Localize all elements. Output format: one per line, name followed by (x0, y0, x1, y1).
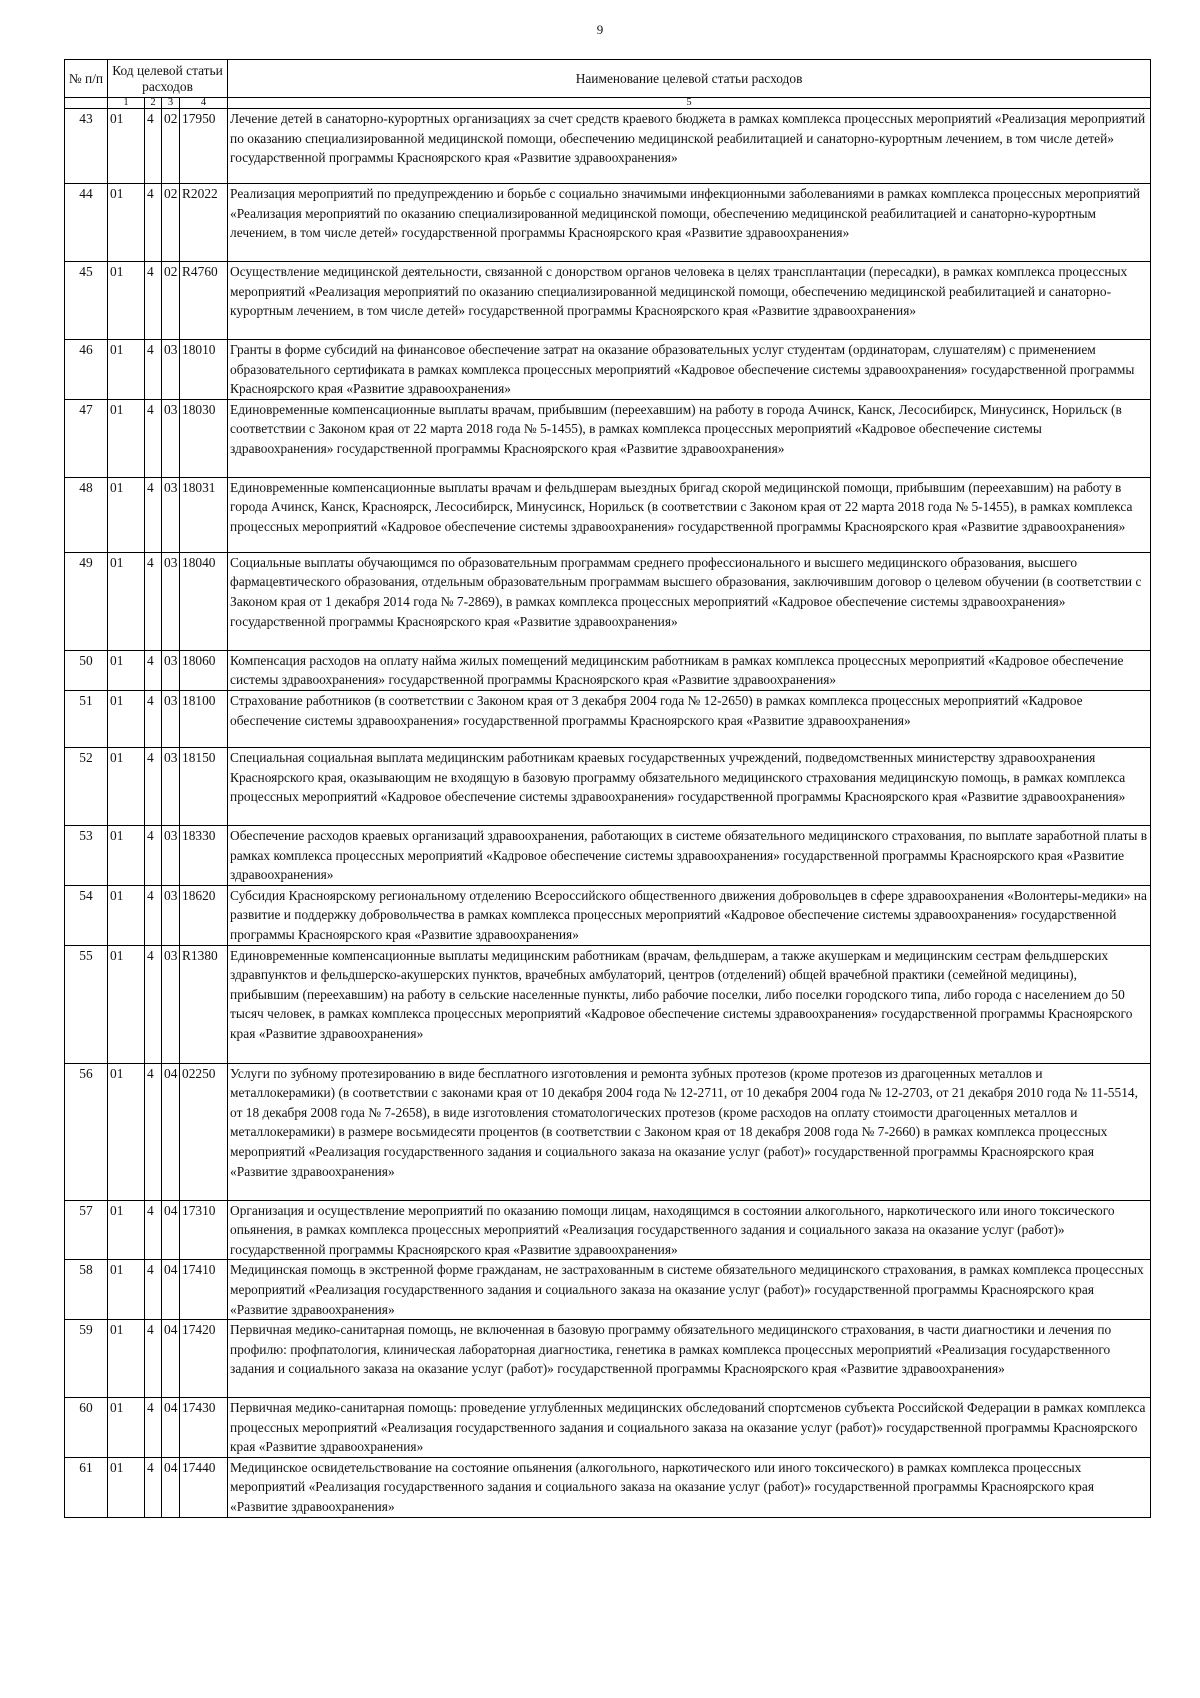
column-index: 3 (162, 98, 180, 109)
code-part-2: 4 (145, 477, 162, 552)
code-part-3: 03 (162, 747, 180, 825)
code-part-3: 03 (162, 650, 180, 690)
code-part-1: 01 (108, 825, 145, 885)
code-part-2: 4 (145, 184, 162, 262)
row-number: 55 (65, 945, 108, 1063)
code-part-4: 18060 (180, 650, 228, 690)
table-row (65, 690, 1151, 747)
code-part-3: 03 (162, 885, 180, 945)
column-index: 1 (108, 98, 145, 109)
code-part-3: 02 (162, 184, 180, 262)
row-number: 61 (65, 1457, 108, 1517)
code-part-2: 4 (145, 1260, 162, 1320)
code-part-4: 17310 (180, 1200, 228, 1260)
code-part-4: 17410 (180, 1260, 228, 1320)
code-part-2: 4 (145, 262, 162, 340)
code-part-1: 01 (108, 1063, 145, 1200)
code-part-4: 17420 (180, 1320, 228, 1398)
code-part-1: 01 (108, 340, 145, 400)
row-number: 50 (65, 650, 108, 690)
code-part-1: 01 (108, 690, 145, 747)
code-part-3: 03 (162, 825, 180, 885)
row-name: Единовременные компенсационные выплаты медицинским работникам (врачам, фельдшерам, а также акушеркам и медицинским сестрам фельдшерских здравпунктов и фельдшерско-акушерских пунктов, врачебных амбулаторий, центров (отделений) общей врачебной практики (семейной медицины), прибывшим (переехавшим) на работу в сельские населенные пункты, либо рабочие поселки, либо поселки городского типа, либо города с населением до 50 тысяч человек, в рамках комплекса процессных мероприятий «Кадровое обеспечение системы здравоохранения» государственной программы Красноярского края «Развитие здравоохранения» (228, 945, 1151, 1063)
header-name: Наименование целевой статьи расходов (228, 60, 1151, 98)
row-number: 46 (65, 340, 108, 400)
table-row (65, 885, 1151, 945)
row-name: Лечение детей в санаторно-курортных организациях за счет средств краевого бюджета в рамках комплекса процессных мероприятий «Реализация мероприятий по оказанию специализированной медицинской помощи, обеспечению медицинской реабилитацией и санаторно-курортным лечением, в том числе детей» государственной программы Красноярского края «Развитие здравоохранения» (228, 109, 1151, 184)
code-part-2: 4 (145, 1200, 162, 1260)
row-name: Обеспечение расходов краевых организаций здравоохранения, работающих в системе обязательного медицинского страхования, по выплате заработной платы в рамках комплекса процессных мероприятий «Кадровое обеспечение системы здравоохранения» государственной программы Красноярского края «Развитие здравоохранения» (228, 825, 1151, 885)
code-part-1: 01 (108, 650, 145, 690)
row-number: 48 (65, 477, 108, 552)
row-name: Первичная медико-санитарная помощь, не включенная в базовую программу обязательного медицинского страхования, в части диагностики и лечения по профилю: профпатология, клиническая лабораторная диагностика, генетика в рамках комплекса процессных мероприятий «Реализация государственного задания и социального заказа на оказание услуг (работ)» государственной программы Красноярского края «Развитие здравоохранения» (228, 1320, 1151, 1398)
column-index-blank (65, 98, 108, 109)
row-number: 57 (65, 1200, 108, 1260)
row-name: Медицинская помощь в экстренной форме гражданам, не застрахованным в системе обязательного медицинского страхования, в рамках комплекса процессных мероприятий «Реализация государственного задания и социального заказа на оказание услуг (работ)» государственной программы Красноярского края «Развитие здравоохранения» (228, 1260, 1151, 1320)
code-part-4: 18100 (180, 690, 228, 747)
table-row (65, 747, 1151, 825)
table-row (65, 1457, 1151, 1517)
code-part-4: 18150 (180, 747, 228, 825)
code-part-2: 4 (145, 340, 162, 400)
code-part-1: 01 (108, 1320, 145, 1398)
code-part-4: 18330 (180, 825, 228, 885)
code-part-4: 17440 (180, 1457, 228, 1517)
code-part-1: 01 (108, 1200, 145, 1260)
row-number: 43 (65, 109, 108, 184)
code-part-1: 01 (108, 109, 145, 184)
row-name: Специальная социальная выплата медицинским работникам краевых государственных учреждений, подведомственных министерству здравоохранения Красноярского края, оказывающим не входящую в базовую программу обязательного медицинского страхования медицинскую помощь, в рамках комплекса процессных мероприятий «Кадровое обеспечение системы здравоохранения» государственной программы Красноярского края «Развитие здравоохранения» (228, 747, 1151, 825)
code-part-3: 02 (162, 262, 180, 340)
row-number: 60 (65, 1398, 108, 1458)
code-part-3: 03 (162, 690, 180, 747)
row-name: Первичная медико-санитарная помощь: проведение углубленных медицинских обследований спортсменов субъекта Российской Федерации в рамках комплекса процессных мероприятий «Реализация государственного задания и социального заказа на оказание услуг (работ)» государственной программы Красноярского края «Развитие здравоохранения» (228, 1398, 1151, 1458)
code-part-3: 03 (162, 477, 180, 552)
row-name: Социальные выплаты обучающимся по образовательным программам среднего профессионального и высшего медицинского образования, высшего фармацевтического образования, отдельным образовательным программам высшего образования, заключившим договор о целевом обучении (в соответствии с Законом края от 1 декабря 2014 года № 7-2869), в рамках комплекса процессных мероприятий «Кадровое обеспечение системы здравоохранения» государственной программы Красноярского края «Развитие здравоохранения» (228, 552, 1151, 650)
row-name: Единовременные компенсационные выплаты врачам, прибывшим (переехавшим) на работу в города Ачинск, Канск, Лесосибирск, Минусинск, Норильск (в соответствии с Законом края от 22 марта 2018 года № 5-1455), в рамках комплекса процессных мероприятий «Кадровое обеспечение системы здравоохранения» государственной программы Красноярского края «Развитие здравоохранения» (228, 399, 1151, 477)
header-code: Код целевой статьи расходов (108, 60, 228, 98)
code-part-3: 03 (162, 399, 180, 477)
code-part-4: 18030 (180, 399, 228, 477)
code-part-2: 4 (145, 747, 162, 825)
code-part-1: 01 (108, 1457, 145, 1517)
code-part-1: 01 (108, 1398, 145, 1458)
column-index: 4 (180, 98, 228, 109)
code-part-4: 18031 (180, 477, 228, 552)
code-part-3: 04 (162, 1320, 180, 1398)
code-part-4: 18010 (180, 340, 228, 400)
row-name: Страхование работников (в соответствии с Законом края от 3 декабря 2004 года № 12-2650) в рамках комплекса процессных мероприятий «Кадровое обеспечение системы здравоохранения» государственной программы Красноярского края «Развитие здравоохранения» (228, 690, 1151, 747)
row-number: 52 (65, 747, 108, 825)
table-row (65, 1320, 1151, 1398)
row-name: Реализация мероприятий по предупреждению и борьбе с социально значимыми инфекционными заболеваниями в рамках комплекса процессных мероприятий «Реализация мероприятий по оказанию специализированной медицинской помощи, обеспечению медицинской реабилитацией и санаторно-курортным лечением, в том числе детей» государственной программы Красноярского края «Развитие здравоохранения» (228, 184, 1151, 262)
code-part-3: 03 (162, 552, 180, 650)
column-index: 5 (228, 98, 1151, 109)
row-name: Компенсация расходов на оплату найма жилых помещений медицинским работникам в рамках комплекса процессных мероприятий «Кадровое обеспечение системы здравоохранения» государственной программы Красноярского края «Развитие здравоохранения» (228, 650, 1151, 690)
row-name: Медицинское освидетельствование на состояние опьянения (алкогольного, наркотического или иного токсического) в рамках комплекса процессных мероприятий «Реализация государственного задания и социального заказа на оказание услуг (работ)» государственной программы Красноярского края «Развитие здравоохранения» (228, 1457, 1151, 1517)
code-part-4: R2022 (180, 184, 228, 262)
code-part-2: 4 (145, 552, 162, 650)
code-part-4: 18040 (180, 552, 228, 650)
code-part-3: 04 (162, 1063, 180, 1200)
code-part-1: 01 (108, 1260, 145, 1320)
code-part-2: 4 (145, 690, 162, 747)
code-part-3: 04 (162, 1457, 180, 1517)
row-number: 51 (65, 690, 108, 747)
code-part-2: 4 (145, 399, 162, 477)
code-part-1: 01 (108, 477, 145, 552)
code-part-3: 04 (162, 1260, 180, 1320)
column-index: 2 (145, 98, 162, 109)
row-name: Организация и осуществление мероприятий по оказанию помощи лицам, находящимся в состоянии алкогольного, наркотического или иного токсического опьянения, в рамках комплекса процессных мероприятий «Реализация государственного задания и социального заказа на оказание услуг (работ)» государственной программы Красноярского края «Развитие здравоохранения» (228, 1200, 1151, 1260)
code-part-4: 17950 (180, 109, 228, 184)
code-part-1: 01 (108, 552, 145, 650)
table-row (65, 552, 1151, 650)
row-number: 54 (65, 885, 108, 945)
row-name: Осуществление медицинской деятельности, связанной с донорством органов человека в целях трансплантации (пересадки), в рамках комплекса процессных мероприятий «Реализация мероприятий по оказанию специализированной медицинской помощи, обеспечению медицинской реабилитацией и санаторно-курортным лечением, в том числе детей» государственной программы Красноярского края «Развитие здравоохранения» (228, 262, 1151, 340)
code-part-1: 01 (108, 747, 145, 825)
header-num: № п/п (65, 60, 108, 98)
code-part-1: 01 (108, 262, 145, 340)
code-part-1: 01 (108, 184, 145, 262)
table-row (65, 825, 1151, 885)
table-row (65, 340, 1151, 400)
code-part-3: 03 (162, 340, 180, 400)
code-part-4: 17430 (180, 1398, 228, 1458)
code-part-4: R1380 (180, 945, 228, 1063)
table-row (65, 1063, 1151, 1200)
row-number: 58 (65, 1260, 108, 1320)
code-part-2: 4 (145, 885, 162, 945)
table-row (65, 1398, 1151, 1458)
code-part-2: 4 (145, 109, 162, 184)
row-name: Субсидия Красноярскому региональному отделению Всероссийского общественного движения добровольцев в сфере здравоохранения «Волонтеры-медики» на развитие и поддержку добровольчества в рамках комплекса процессных мероприятий «Кадровое обеспечение системы здравоохранения» государственной программы Красноярского края «Развитие здравоохранения» (228, 885, 1151, 945)
code-part-3: 02 (162, 109, 180, 184)
code-part-4: R4760 (180, 262, 228, 340)
table-row (65, 109, 1151, 184)
row-number: 56 (65, 1063, 108, 1200)
table-row (65, 477, 1151, 552)
code-part-1: 01 (108, 399, 145, 477)
code-part-1: 01 (108, 885, 145, 945)
code-part-4: 02250 (180, 1063, 228, 1200)
table-row (65, 184, 1151, 262)
code-part-2: 4 (145, 1457, 162, 1517)
code-part-4: 18620 (180, 885, 228, 945)
code-part-2: 4 (145, 945, 162, 1063)
target-expense-table (64, 59, 1151, 1518)
code-part-1: 01 (108, 945, 145, 1063)
table-row (65, 262, 1151, 340)
row-number: 45 (65, 262, 108, 340)
table-row (65, 399, 1151, 477)
row-number: 44 (65, 184, 108, 262)
header-row (65, 60, 1151, 98)
code-part-2: 4 (145, 1320, 162, 1398)
row-number: 47 (65, 399, 108, 477)
row-name: Единовременные компенсационные выплаты врачам и фельдшерам выездных бригад скорой медицинской помощи, прибывшим (переехавшим) на работу в города Ачинск, Канск, Красноярск, Лесосибирск, Минусинск, Норильск (в соответствии с Законом края от 22 марта 2018 года № 5-1455), в рамках комплекса процессных мероприятий «Кадровое обеспечение системы здравоохранения» государственной программы Красноярского края «Развитие здравоохранения» (228, 477, 1151, 552)
row-name: Услуги по зубному протезированию в виде бесплатного изготовления и ремонта зубных протезов (кроме протезов из драгоценных металлов и металлокерамики) (в соответствии с законами края от 10 декабря 2004 года № 12-2711, от 10 декабря 2004 года № 12-2703, от 21 декабря 2010 года № 11-5514, от 18 декабря 2008 года № 7-2658), в виде изготовления стоматологических протезов (кроме расходов на оплату стоимости драгоценных металлов и металлокерамики) в размере восьмидесяти процентов (в соответствии с Законом края от 18 декабря 2008 года № 7-2660) в рамках комплекса процессных мероприятий «Реализация государственного задания и социального заказа на оказание услуг (работ)» государственной программы Красноярского края «Развитие здравоохранения» (228, 1063, 1151, 1200)
code-part-2: 4 (145, 825, 162, 885)
code-part-3: 04 (162, 1200, 180, 1260)
table-row (65, 650, 1151, 690)
code-part-2: 4 (145, 1063, 162, 1200)
table-row (65, 945, 1151, 1063)
row-number: 59 (65, 1320, 108, 1398)
page-number: 9 (596, 22, 604, 37)
row-name: Гранты в форме субсидий на финансовое обеспечение затрат на оказание образовательных услуг студентам (ординаторам, слушателям) с применением образовательного сертификата в рамках комплекса процессных мероприятий «Кадровое обеспечение системы здравоохранения» государственной программы Красноярского края «Развитие здравоохранения» (228, 340, 1151, 400)
code-part-2: 4 (145, 1398, 162, 1458)
table-row (65, 1260, 1151, 1320)
table-row (65, 1200, 1151, 1260)
column-index-row (65, 98, 1151, 109)
code-part-3: 04 (162, 1398, 180, 1458)
row-number: 53 (65, 825, 108, 885)
code-part-3: 03 (162, 945, 180, 1063)
row-number: 49 (65, 552, 108, 650)
code-part-2: 4 (145, 650, 162, 690)
